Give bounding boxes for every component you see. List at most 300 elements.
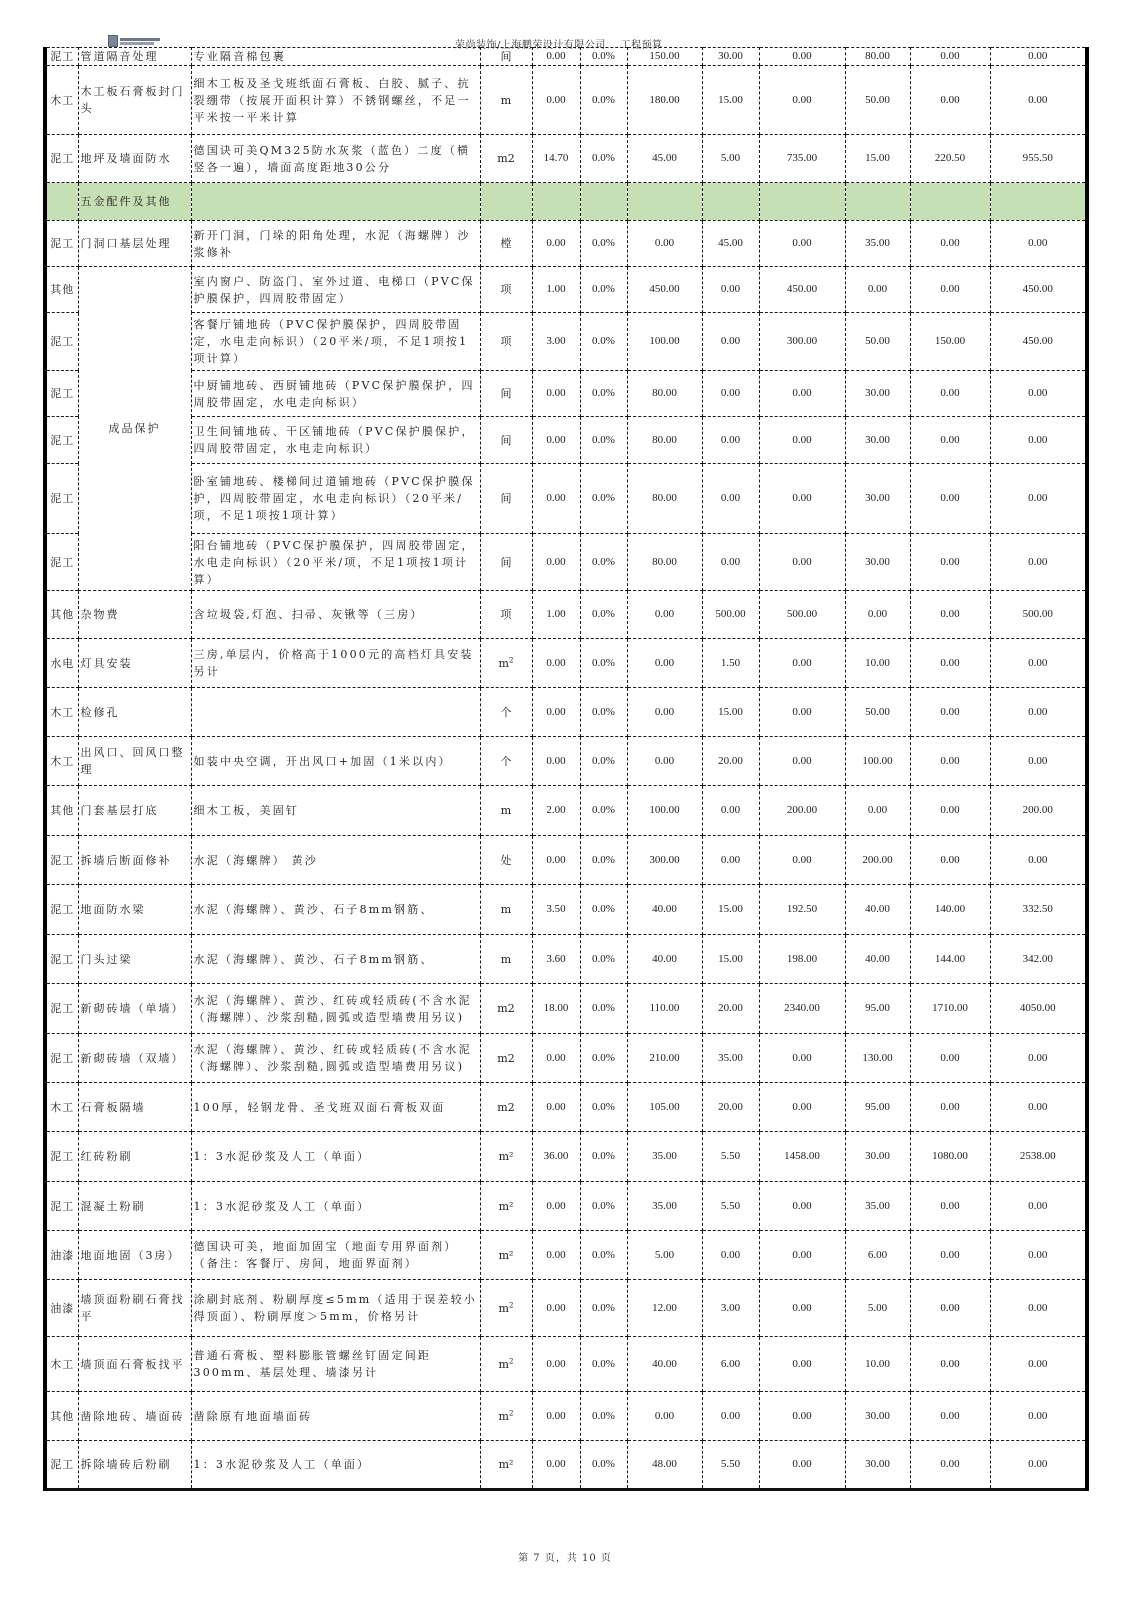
loss-rate-cell: 0.0% <box>580 737 627 786</box>
description-cell: 1：3水泥砂浆及人工（单面） <box>191 1182 480 1231</box>
table-row <box>45 66 1087 135</box>
material-total-cell: 0.00 <box>759 1441 845 1490</box>
quantity-cell: 0.00 <box>532 48 580 66</box>
description-cell: 专业隔音棉包裹 <box>191 48 480 66</box>
unit-cell: 间 <box>480 534 532 591</box>
labor-sum-cell: 0.00 <box>910 267 990 313</box>
labor-sum-cell: 150.00 <box>910 313 990 371</box>
unit-text: m² <box>498 1248 514 1262</box>
table-row <box>45 1083 1087 1132</box>
unit-cell <box>480 1231 532 1280</box>
quantity-cell: 0.00 <box>532 1182 580 1231</box>
unit-cell <box>480 885 532 935</box>
labor-sum-cell: 0.00 <box>910 1392 990 1441</box>
quantity-cell: 14.70 <box>532 135 580 183</box>
table-row <box>45 1441 1087 1490</box>
section-empty-cell <box>480 183 532 221</box>
item-name-cell: 门头过梁 <box>78 935 191 984</box>
group-label-cell: 成品保护 <box>78 267 191 591</box>
table-row <box>45 1132 1087 1182</box>
table-row <box>45 48 1087 66</box>
loss-rate-cell: 0.0% <box>580 313 627 371</box>
trade-cell: 泥工 <box>45 534 78 591</box>
item-name-cell: 石膏板隔墙 <box>78 1083 191 1132</box>
loss-rate-cell: 0.0% <box>580 534 627 591</box>
item-name-cell: 门套基层打底 <box>78 786 191 836</box>
total-cell: 955.50 <box>990 135 1087 183</box>
labor-sum-cell: 0.00 <box>910 1441 990 1490</box>
item-name-cell: 红砖粉刷 <box>78 1132 191 1182</box>
item-name-cell: 混凝土粉刷 <box>78 1182 191 1231</box>
description-cell: 德国诀可美QM325防水灰浆（蓝色）二度（横竖各一遍），墙面高度距地30公分 <box>191 135 480 183</box>
labor-total-cell: 0.00 <box>845 786 910 836</box>
loss-rate-cell: 0.0% <box>580 464 627 534</box>
labor-total-cell: 35.00 <box>845 1182 910 1231</box>
trade-cell: 其他 <box>45 1392 78 1441</box>
header-title: 荣尚装饰/上海鹏荣设计有限公司 工程预算 <box>455 40 663 51</box>
labor-sum-cell: 0.00 <box>910 221 990 267</box>
labor-total-cell: 50.00 <box>845 66 910 135</box>
material-price-cell: 80.00 <box>627 371 702 417</box>
description-cell: 涂刷封底剂、粉刷厚度≤5mm（适用于误差较小得顶面）、粉刷厚度＞5mm，价格另计 <box>191 1280 480 1337</box>
material-price-cell: 450.00 <box>627 267 702 313</box>
item-name-cell: 出风口、回风口整理 <box>78 737 191 786</box>
trade-cell: 水电 <box>45 639 78 688</box>
labor-price-cell: 3.00 <box>702 1280 759 1337</box>
quantity-cell: 0.00 <box>532 1231 580 1280</box>
quantity-cell: 0.00 <box>532 221 580 267</box>
section-trade-cell <box>45 183 78 221</box>
table-row <box>45 1231 1087 1280</box>
section-title: 五金配件及其他 <box>78 183 191 221</box>
unit-text: 项 <box>500 608 512 621</box>
loss-rate-cell: 0.0% <box>580 221 627 267</box>
labor-total-cell: 95.00 <box>845 984 910 1034</box>
table-row <box>45 639 1087 688</box>
unit-cell <box>480 135 532 183</box>
material-price-cell: 0.00 <box>627 221 702 267</box>
labor-total-cell: 130.00 <box>845 1034 910 1083</box>
loss-rate-cell: 0.0% <box>580 836 627 885</box>
material-price-cell: 0.00 <box>627 737 702 786</box>
total-cell: 0.00 <box>990 1280 1087 1337</box>
material-price-cell: 40.00 <box>627 1337 702 1392</box>
quantity-cell: 1.00 <box>532 591 580 639</box>
unit-text: m2 <box>497 1100 515 1114</box>
material-price-cell: 100.00 <box>627 786 702 836</box>
labor-price-cell: 15.00 <box>702 66 759 135</box>
total-cell: 450.00 <box>990 267 1087 313</box>
material-total-cell: 0.00 <box>759 371 845 417</box>
description-cell: 1：3水泥砂浆及人工（单面） <box>191 1441 480 1490</box>
labor-total-cell: 10.00 <box>845 639 910 688</box>
unit-cell <box>480 1337 532 1392</box>
trade-cell: 泥工 <box>45 464 78 534</box>
unit-text: m <box>500 93 512 107</box>
labor-sum-cell: 0.00 <box>910 1034 990 1083</box>
loss-rate-cell: 0.0% <box>580 935 627 984</box>
loss-rate-cell: 0.0% <box>580 267 627 313</box>
company-logo <box>108 34 166 48</box>
loss-rate-cell: 0.0% <box>580 786 627 836</box>
table-row <box>45 135 1087 183</box>
labor-sum-cell: 140.00 <box>910 885 990 935</box>
table-row <box>45 1280 1087 1337</box>
trade-cell: 油漆 <box>45 1231 78 1280</box>
material-price-cell: 40.00 <box>627 885 702 935</box>
unit-cell: 间 <box>480 371 532 417</box>
quantity-cell: 0.00 <box>532 688 580 737</box>
unit-text: 个 <box>500 705 512 719</box>
description-cell: 如装中央空调，开出风口+加固（1米以内） <box>191 737 480 786</box>
trade-cell: 泥工 <box>45 1132 78 1182</box>
description-cell: 100厚，轻钢龙骨、圣戈班双面石膏板双面 <box>191 1083 480 1132</box>
material-price-cell: 300.00 <box>627 836 702 885</box>
trade-cell: 泥工 <box>45 1182 78 1231</box>
labor-sum-cell: 0.00 <box>910 1231 990 1280</box>
section-empty-cell <box>191 183 480 221</box>
labor-price-cell: 0.00 <box>702 786 759 836</box>
labor-total-cell: 200.00 <box>845 836 910 885</box>
description-cell: 中厨铺地砖、西厨铺地砖（PVC保护膜保护，四周胶带固定，水电走向标识） <box>191 371 480 417</box>
table-row <box>45 935 1087 984</box>
labor-total-cell: 30.00 <box>845 534 910 591</box>
item-name-cell: 灯具安装 <box>78 639 191 688</box>
labor-total-cell: 30.00 <box>845 464 910 534</box>
labor-price-cell: 35.00 <box>702 1034 759 1083</box>
trade-cell: 泥工 <box>45 371 78 417</box>
table-row <box>45 417 1087 464</box>
description-cell: 新开门洞，门垛的阳角处理，水泥（海螺牌）沙浆修补 <box>191 221 480 267</box>
loss-rate-cell: 0.0% <box>580 48 627 66</box>
page-indicator: 第 7 页，共 10 页 <box>518 1553 612 1564</box>
item-name-cell: 门洞口基层处理 <box>78 221 191 267</box>
labor-price-cell: 0.00 <box>702 836 759 885</box>
loss-rate-cell: 0.0% <box>580 1132 627 1182</box>
material-price-cell: 35.00 <box>627 1182 702 1231</box>
material-price-cell: 150.00 <box>627 48 702 66</box>
table-row <box>45 885 1087 935</box>
quantity-cell: 18.00 <box>532 984 580 1034</box>
labor-sum-cell: 0.00 <box>910 737 990 786</box>
trade-cell: 其他 <box>45 786 78 836</box>
quantity-cell: 3.50 <box>532 885 580 935</box>
description-cell: 卫生间铺地砖、干区铺地砖（PVC保护膜保护，四周胶带固定，水电走向标识） <box>191 417 480 464</box>
labor-sum-cell: 0.00 <box>910 66 990 135</box>
item-name-cell: 拆墙后断面修补 <box>78 836 191 885</box>
labor-total-cell: 30.00 <box>845 1132 910 1182</box>
loss-rate-cell: 0.0% <box>580 1034 627 1083</box>
unit-cell <box>480 935 532 984</box>
unit-superscript: 2 <box>508 1356 514 1365</box>
quantity-cell: 0.00 <box>532 1392 580 1441</box>
loss-rate-cell: 0.0% <box>580 984 627 1034</box>
quantity-cell: 0.00 <box>532 1280 580 1337</box>
labor-price-cell: 30.00 <box>702 48 759 66</box>
loss-rate-cell: 0.0% <box>580 417 627 464</box>
labor-price-cell: 5.50 <box>702 1132 759 1182</box>
quantity-cell: 0.00 <box>532 66 580 135</box>
material-total-cell: 0.00 <box>759 48 845 66</box>
trade-cell: 木工 <box>45 66 78 135</box>
unit-superscript: 2 <box>508 655 514 664</box>
total-cell: 0.00 <box>990 221 1087 267</box>
page-header <box>0 34 1130 51</box>
material-total-cell: 0.00 <box>759 1231 845 1280</box>
section-empty-cell <box>759 183 845 221</box>
labor-total-cell: 0.00 <box>845 267 910 313</box>
labor-total-cell: 30.00 <box>845 417 910 464</box>
total-cell: 0.00 <box>990 1182 1087 1231</box>
total-cell: 0.00 <box>990 688 1087 737</box>
section-empty-cell <box>580 183 627 221</box>
labor-sum-cell: 0.00 <box>910 786 990 836</box>
total-cell: 0.00 <box>990 371 1087 417</box>
labor-total-cell: 30.00 <box>845 1441 910 1490</box>
material-price-cell: 105.00 <box>627 1083 702 1132</box>
material-total-cell: 500.00 <box>759 591 845 639</box>
table-row <box>45 1337 1087 1392</box>
labor-price-cell: 0.00 <box>702 1231 759 1280</box>
labor-price-cell: 0.00 <box>702 1392 759 1441</box>
total-cell: 0.00 <box>990 1441 1087 1490</box>
material-total-cell: 0.00 <box>759 737 845 786</box>
total-cell: 0.00 <box>990 417 1087 464</box>
material-price-cell: 45.00 <box>627 135 702 183</box>
labor-sum-cell: 1710.00 <box>910 984 990 1034</box>
item-name-cell: 墙顶面粉刷石膏找平 <box>78 1280 191 1337</box>
unit-text: m2 <box>497 1002 515 1015</box>
material-price-cell: 0.00 <box>627 688 702 737</box>
total-cell: 200.00 <box>990 786 1087 836</box>
table-row <box>45 688 1087 737</box>
unit-cell <box>480 836 532 885</box>
item-name-cell: 新砌砖墙（单墙） <box>78 984 191 1034</box>
labor-sum-cell: 0.00 <box>910 688 990 737</box>
labor-total-cell: 0.00 <box>845 591 910 639</box>
labor-sum-cell: 0.00 <box>910 417 990 464</box>
item-name-cell: 检修孔 <box>78 688 191 737</box>
material-total-cell: 0.00 <box>759 1392 845 1441</box>
labor-price-cell: 15.00 <box>702 885 759 935</box>
item-name-cell: 地面防水梁 <box>78 885 191 935</box>
total-cell: 0.00 <box>990 1231 1087 1280</box>
table-row <box>45 1182 1087 1231</box>
material-price-cell: 210.00 <box>627 1034 702 1083</box>
unit-cell <box>480 1182 532 1231</box>
loss-rate-cell: 0.0% <box>580 1083 627 1132</box>
logo-text <box>120 38 160 45</box>
trade-cell: 木工 <box>45 1083 78 1132</box>
section-empty-cell <box>990 183 1087 221</box>
section-empty-cell <box>845 183 910 221</box>
labor-price-cell: 0.00 <box>702 313 759 371</box>
material-total-cell: 198.00 <box>759 935 845 984</box>
unit-cell <box>480 786 532 836</box>
labor-sum-cell: 0.00 <box>910 1083 990 1132</box>
material-total-cell: 450.00 <box>759 267 845 313</box>
trade-cell: 泥工 <box>45 135 78 183</box>
labor-total-cell: 40.00 <box>845 885 910 935</box>
material-total-cell: 0.00 <box>759 836 845 885</box>
table-row <box>45 534 1087 591</box>
unit-text: m <box>498 656 509 670</box>
description-cell: 普通石膏板、塑料膨胀管螺丝钉固定间距300mm、基层处理、墙漆另计 <box>191 1337 480 1392</box>
total-cell: 0.00 <box>990 464 1087 534</box>
material-total-cell: 0.00 <box>759 639 845 688</box>
loss-rate-cell: 0.0% <box>580 371 627 417</box>
labor-price-cell: 0.00 <box>702 534 759 591</box>
material-total-cell: 0.00 <box>759 66 845 135</box>
labor-total-cell: 5.00 <box>845 1280 910 1337</box>
labor-total-cell: 50.00 <box>845 313 910 371</box>
section-header-row <box>45 183 1087 221</box>
quantity-cell: 0.00 <box>532 737 580 786</box>
labor-sum-cell: 144.00 <box>910 935 990 984</box>
unit-text: m <box>498 1409 509 1423</box>
table-row <box>45 1034 1087 1083</box>
logo-mark-icon <box>108 35 118 47</box>
labor-price-cell: 5.50 <box>702 1441 759 1490</box>
trade-cell: 泥工 <box>45 935 78 984</box>
labor-sum-cell: 0.00 <box>910 591 990 639</box>
labor-sum-cell: 0.00 <box>910 371 990 417</box>
material-total-cell: 0.00 <box>759 417 845 464</box>
material-total-cell: 0.00 <box>759 1034 845 1083</box>
labor-price-cell: 500.00 <box>702 591 759 639</box>
unit-cell <box>480 1083 532 1132</box>
labor-price-cell: 0.00 <box>702 371 759 417</box>
unit-cell <box>480 591 532 639</box>
material-price-cell: 110.00 <box>627 984 702 1034</box>
item-name-cell: 凿除地砖、墙面砖 <box>78 1392 191 1441</box>
material-price-cell: 80.00 <box>627 464 702 534</box>
description-cell: 1：3水泥砂浆及人工（单面） <box>191 1132 480 1182</box>
unit-cell: 间 <box>480 417 532 464</box>
unit-text: 处 <box>500 853 512 867</box>
loss-rate-cell: 0.0% <box>580 1337 627 1392</box>
loss-rate-cell: 0.0% <box>580 688 627 737</box>
unit-text: 间 <box>500 50 512 63</box>
unit-text: m2 <box>497 152 515 165</box>
labor-total-cell: 30.00 <box>845 371 910 417</box>
trade-cell: 泥工 <box>45 885 78 935</box>
labor-total-cell: 35.00 <box>845 221 910 267</box>
material-total-cell: 2340.00 <box>759 984 845 1034</box>
material-total-cell: 0.00 <box>759 1280 845 1337</box>
material-total-cell: 1458.00 <box>759 1132 845 1182</box>
material-total-cell: 0.00 <box>759 1182 845 1231</box>
total-cell: 450.00 <box>990 313 1087 371</box>
loss-rate-cell: 0.0% <box>580 1182 627 1231</box>
unit-cell <box>480 984 532 1034</box>
total-cell: 0.00 <box>990 66 1087 135</box>
unit-text: m2 <box>497 1051 515 1065</box>
total-cell: 0.00 <box>990 1337 1087 1392</box>
material-total-cell: 0.00 <box>759 221 845 267</box>
unit-cell <box>480 48 532 66</box>
quantity-cell: 0.00 <box>532 534 580 591</box>
description-cell: 含垃圾袋,灯泡、扫帚、灰锹等（三房） <box>191 591 480 639</box>
total-cell: 0.00 <box>990 1034 1087 1083</box>
material-total-cell: 0.00 <box>759 1337 845 1392</box>
material-price-cell: 40.00 <box>627 935 702 984</box>
labor-price-cell: 6.00 <box>702 1337 759 1392</box>
item-name-cell: 管道隔音处理 <box>78 48 191 66</box>
trade-cell: 木工 <box>45 737 78 786</box>
description-cell: 水泥（海螺牌）、黄沙、石子8mm钢筋、 <box>191 885 480 935</box>
labor-price-cell: 15.00 <box>702 688 759 737</box>
table-row <box>45 464 1087 534</box>
material-price-cell: 80.00 <box>627 417 702 464</box>
labor-price-cell: 5.50 <box>702 1182 759 1231</box>
item-name-cell: 新砌砖墙（双墙） <box>78 1034 191 1083</box>
loss-rate-cell: 0.0% <box>580 135 627 183</box>
unit-cell <box>480 221 532 267</box>
trade-cell: 泥工 <box>45 1441 78 1490</box>
labor-sum-cell: 0.00 <box>910 639 990 688</box>
unit-text: m <box>500 903 512 916</box>
material-total-cell: 0.00 <box>759 464 845 534</box>
total-cell: 0.00 <box>990 639 1087 688</box>
unit-cell: 项 <box>480 313 532 371</box>
unit-cell <box>480 1441 532 1490</box>
labor-sum-cell: 0.00 <box>910 1182 990 1231</box>
loss-rate-cell: 0.0% <box>580 639 627 688</box>
material-price-cell: 48.00 <box>627 1441 702 1490</box>
trade-cell: 木工 <box>45 1337 78 1392</box>
table-row <box>45 984 1087 1034</box>
budget-table <box>43 47 1089 1491</box>
unit-cell: 间 <box>480 464 532 534</box>
table-row <box>45 267 1087 313</box>
total-cell: 0.00 <box>990 1392 1087 1441</box>
unit-cell <box>480 737 532 786</box>
quantity-cell: 0.00 <box>532 1034 580 1083</box>
trade-cell: 其他 <box>45 267 78 313</box>
unit-text: m² <box>498 1199 514 1213</box>
labor-total-cell: 6.00 <box>845 1231 910 1280</box>
unit-cell <box>480 66 532 135</box>
unit-text: m² <box>498 1458 514 1471</box>
labor-price-cell: 0.00 <box>702 464 759 534</box>
unit-text: m² <box>498 1150 514 1163</box>
description-cell: 卧室铺地砖、楼梯间过道铺地砖（PVC保护膜保护，四周胶带固定，水电走向标识）（20平米/项，不足1项按1项计算） <box>191 464 480 534</box>
table-row <box>45 836 1087 885</box>
labor-price-cell: 20.00 <box>702 1083 759 1132</box>
unit-cell <box>480 1132 532 1182</box>
quantity-cell: 1.00 <box>532 267 580 313</box>
material-total-cell: 0.00 <box>759 688 845 737</box>
material-price-cell: 0.00 <box>627 639 702 688</box>
table-row <box>45 737 1087 786</box>
total-cell: 342.00 <box>990 935 1087 984</box>
material-price-cell: 12.00 <box>627 1280 702 1337</box>
quantity-cell: 0.00 <box>532 371 580 417</box>
total-cell: 0.00 <box>990 534 1087 591</box>
total-cell: 4050.00 <box>990 984 1087 1034</box>
quantity-cell: 3.00 <box>532 313 580 371</box>
description-cell <box>191 688 480 737</box>
labor-sum-cell: 1080.00 <box>910 1132 990 1182</box>
unit-superscript: 2 <box>508 1408 514 1417</box>
unit-text: m <box>500 952 512 966</box>
labor-price-cell: 45.00 <box>702 221 759 267</box>
item-name-cell: 地坪及墙面防水 <box>78 135 191 183</box>
trade-cell: 泥工 <box>45 417 78 464</box>
item-name-cell: 杂物费 <box>78 591 191 639</box>
loss-rate-cell: 0.0% <box>580 1280 627 1337</box>
